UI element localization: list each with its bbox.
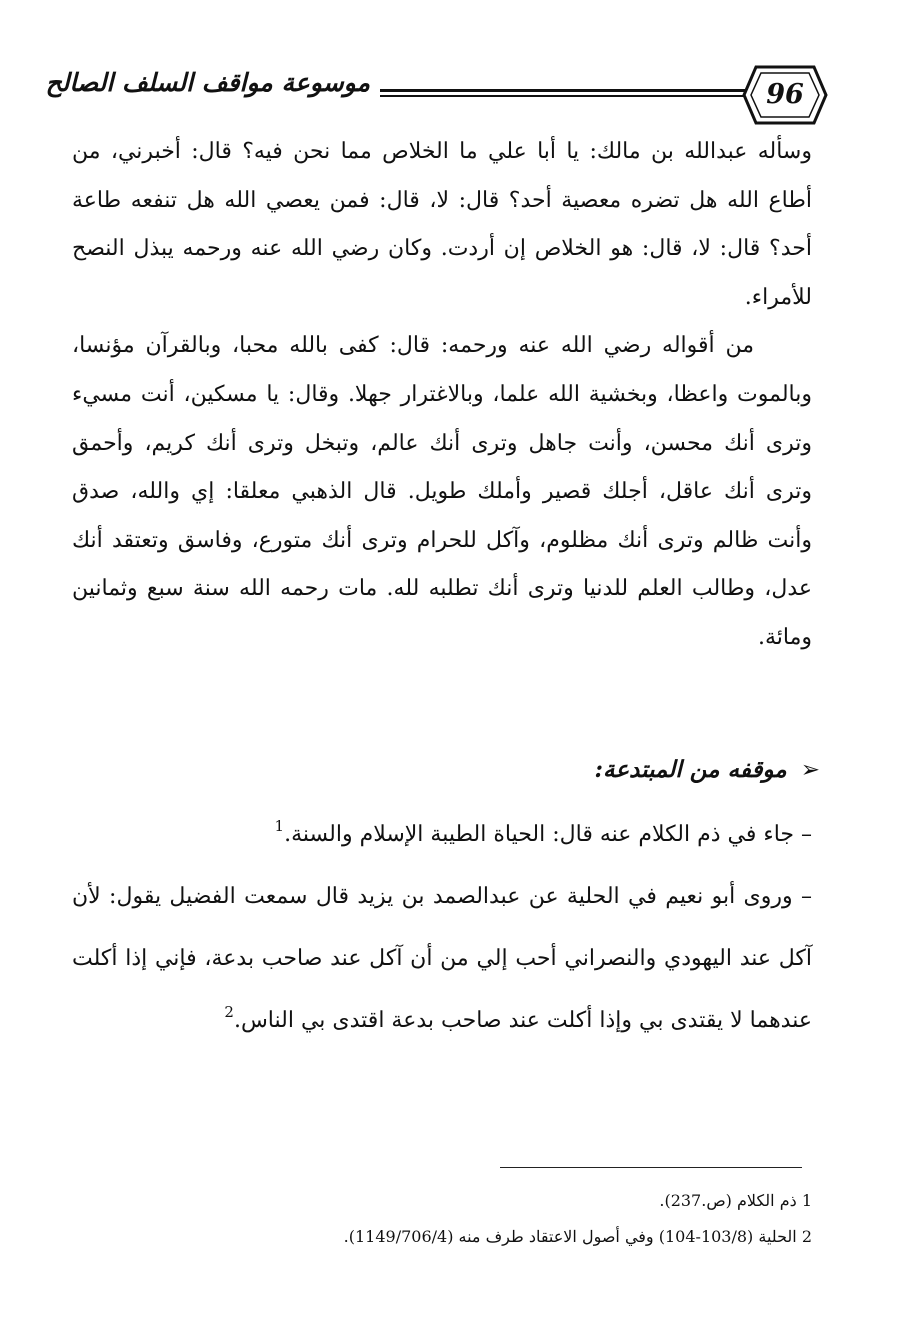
main-text: [72, 128, 812, 663]
page-number: 96: [766, 79, 804, 110]
header-rule: [380, 86, 785, 102]
section-heading: [440, 747, 820, 793]
footnote-divider: [500, 1167, 802, 1168]
footnote-ref[interactable]: 1: [274, 817, 285, 835]
list-item-text: – وروى أبو نعيم في الحلية عن عبدالصمد بن يزيد قال سمعت الفضيل يقول: لأن آكل عند اليهودي والنصراني أحب إلي من أن آكل عند صاحب بدعة، فإني إذا أكلت عندهما لا يقتدى بي وإذا أكلت عند صاحب بدعة اقتدى بي الناس.: [72, 884, 812, 1033]
paragraph: من أقواله رضي الله عنه ورحمه: قال: كفى بالله محبا، وبالقرآن مؤنسا، وبالموت واعظا، وبخشية الله علما، وبالاغترار جهلا. وقال: يا مسكين، أنت مسيء وترى أنك محسن، وأنت جاهل وترى أنك عالم، وتبخل وترى أنك كريم، وأحمق وترى أنك عاقل، أجلك قصير وأملك طويل. قال الذهبي معلقا: إي والله، صدق وأنت ظالم وترى أنك مظلوم، وآكل للحرام وترى أنك متورع، وفاسق وتعتقد أنك عدل، وطالب العلم للدنيا وترى أنك تطلبه لله. مات رحمه الله سنة سبع وثمانين ومائة.: [72, 333, 812, 650]
footnote: 1 ذم الكلام (ص.237).: [659, 1191, 812, 1210]
arrow-bullet-icon: ➢: [800, 757, 820, 783]
footnote: 2 الحلية (103/8-104) وفي أصول الاعتقاد طرف منه (1149/706/4).: [343, 1227, 812, 1246]
paragraph: وسأله عبدالله بن مالك: يا أبا علي ما الخلاص مما نحن فيه؟ قال: أخبرني، من أطاع الله هل تضره معصية أحد؟ قال: لا، قال: فمن يعصي الله هل تنفعه طاعة أحد؟ قال: لا، قال: هو الخلاص إن أردت. وكان رضي الله عنه ورحمه يبذل النصح للأمراء.: [72, 139, 812, 310]
list-item-text: – جاء في ذم الكلام عنه قال: الحياة الطيبة الإسلام والسنة.: [284, 822, 812, 847]
list-item: [72, 866, 812, 1052]
page-number-badge: [742, 62, 828, 128]
section-heading-text: موقفه من المبتدعة:: [594, 756, 787, 783]
footnotes: [72, 1183, 812, 1255]
running-title: موسوعة مواقف السلف الصالح: [45, 68, 370, 97]
footnote-ref[interactable]: 2: [224, 1003, 234, 1021]
page-header: [45, 58, 830, 138]
list-item: [72, 804, 812, 866]
section-text: [72, 804, 812, 1052]
